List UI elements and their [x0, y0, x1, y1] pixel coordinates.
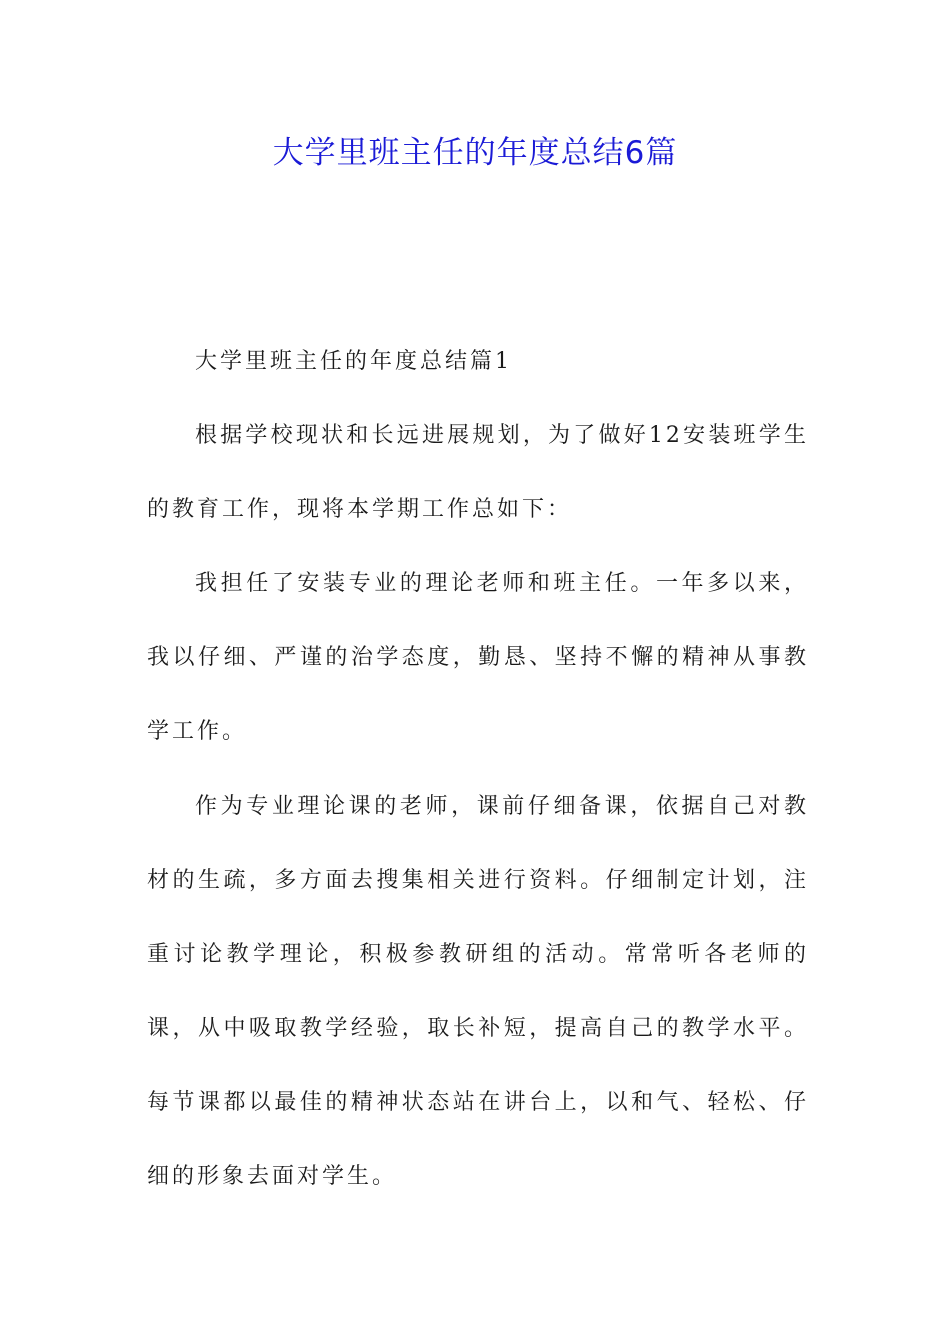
document-title: 大学里班主任的年度总结6篇	[272, 135, 678, 171]
paragraph-3: 作为专业理论课的老师，课前仔细备课，依据自己对教材的生疏，多方面去搜集相关进行资料。仔细制定计划，注重讨论教学理论，积极参教研组的活动。常常听各老师的课，从中吸取教学经验，取长补短，提高自己的教学水平。每节课都以最佳的精神状态站在讲台上，以和气、轻松、仔细的形象去面对学生。	[147, 794, 809, 1189]
paragraph-1: 根据学校现状和长远进展规划，为了做好12安装班学生的教育工作，现将本学期工作总如下：	[147, 423, 809, 522]
section-heading: 大学里班主任的年度总结篇1	[195, 349, 512, 374]
paragraph-2: 我担任了安装专业的理论老师和班主任。一年多以来，我以仔细、严谨的治学态度，勤恳、坚持不懈的精神从事教学工作。	[147, 571, 809, 744]
